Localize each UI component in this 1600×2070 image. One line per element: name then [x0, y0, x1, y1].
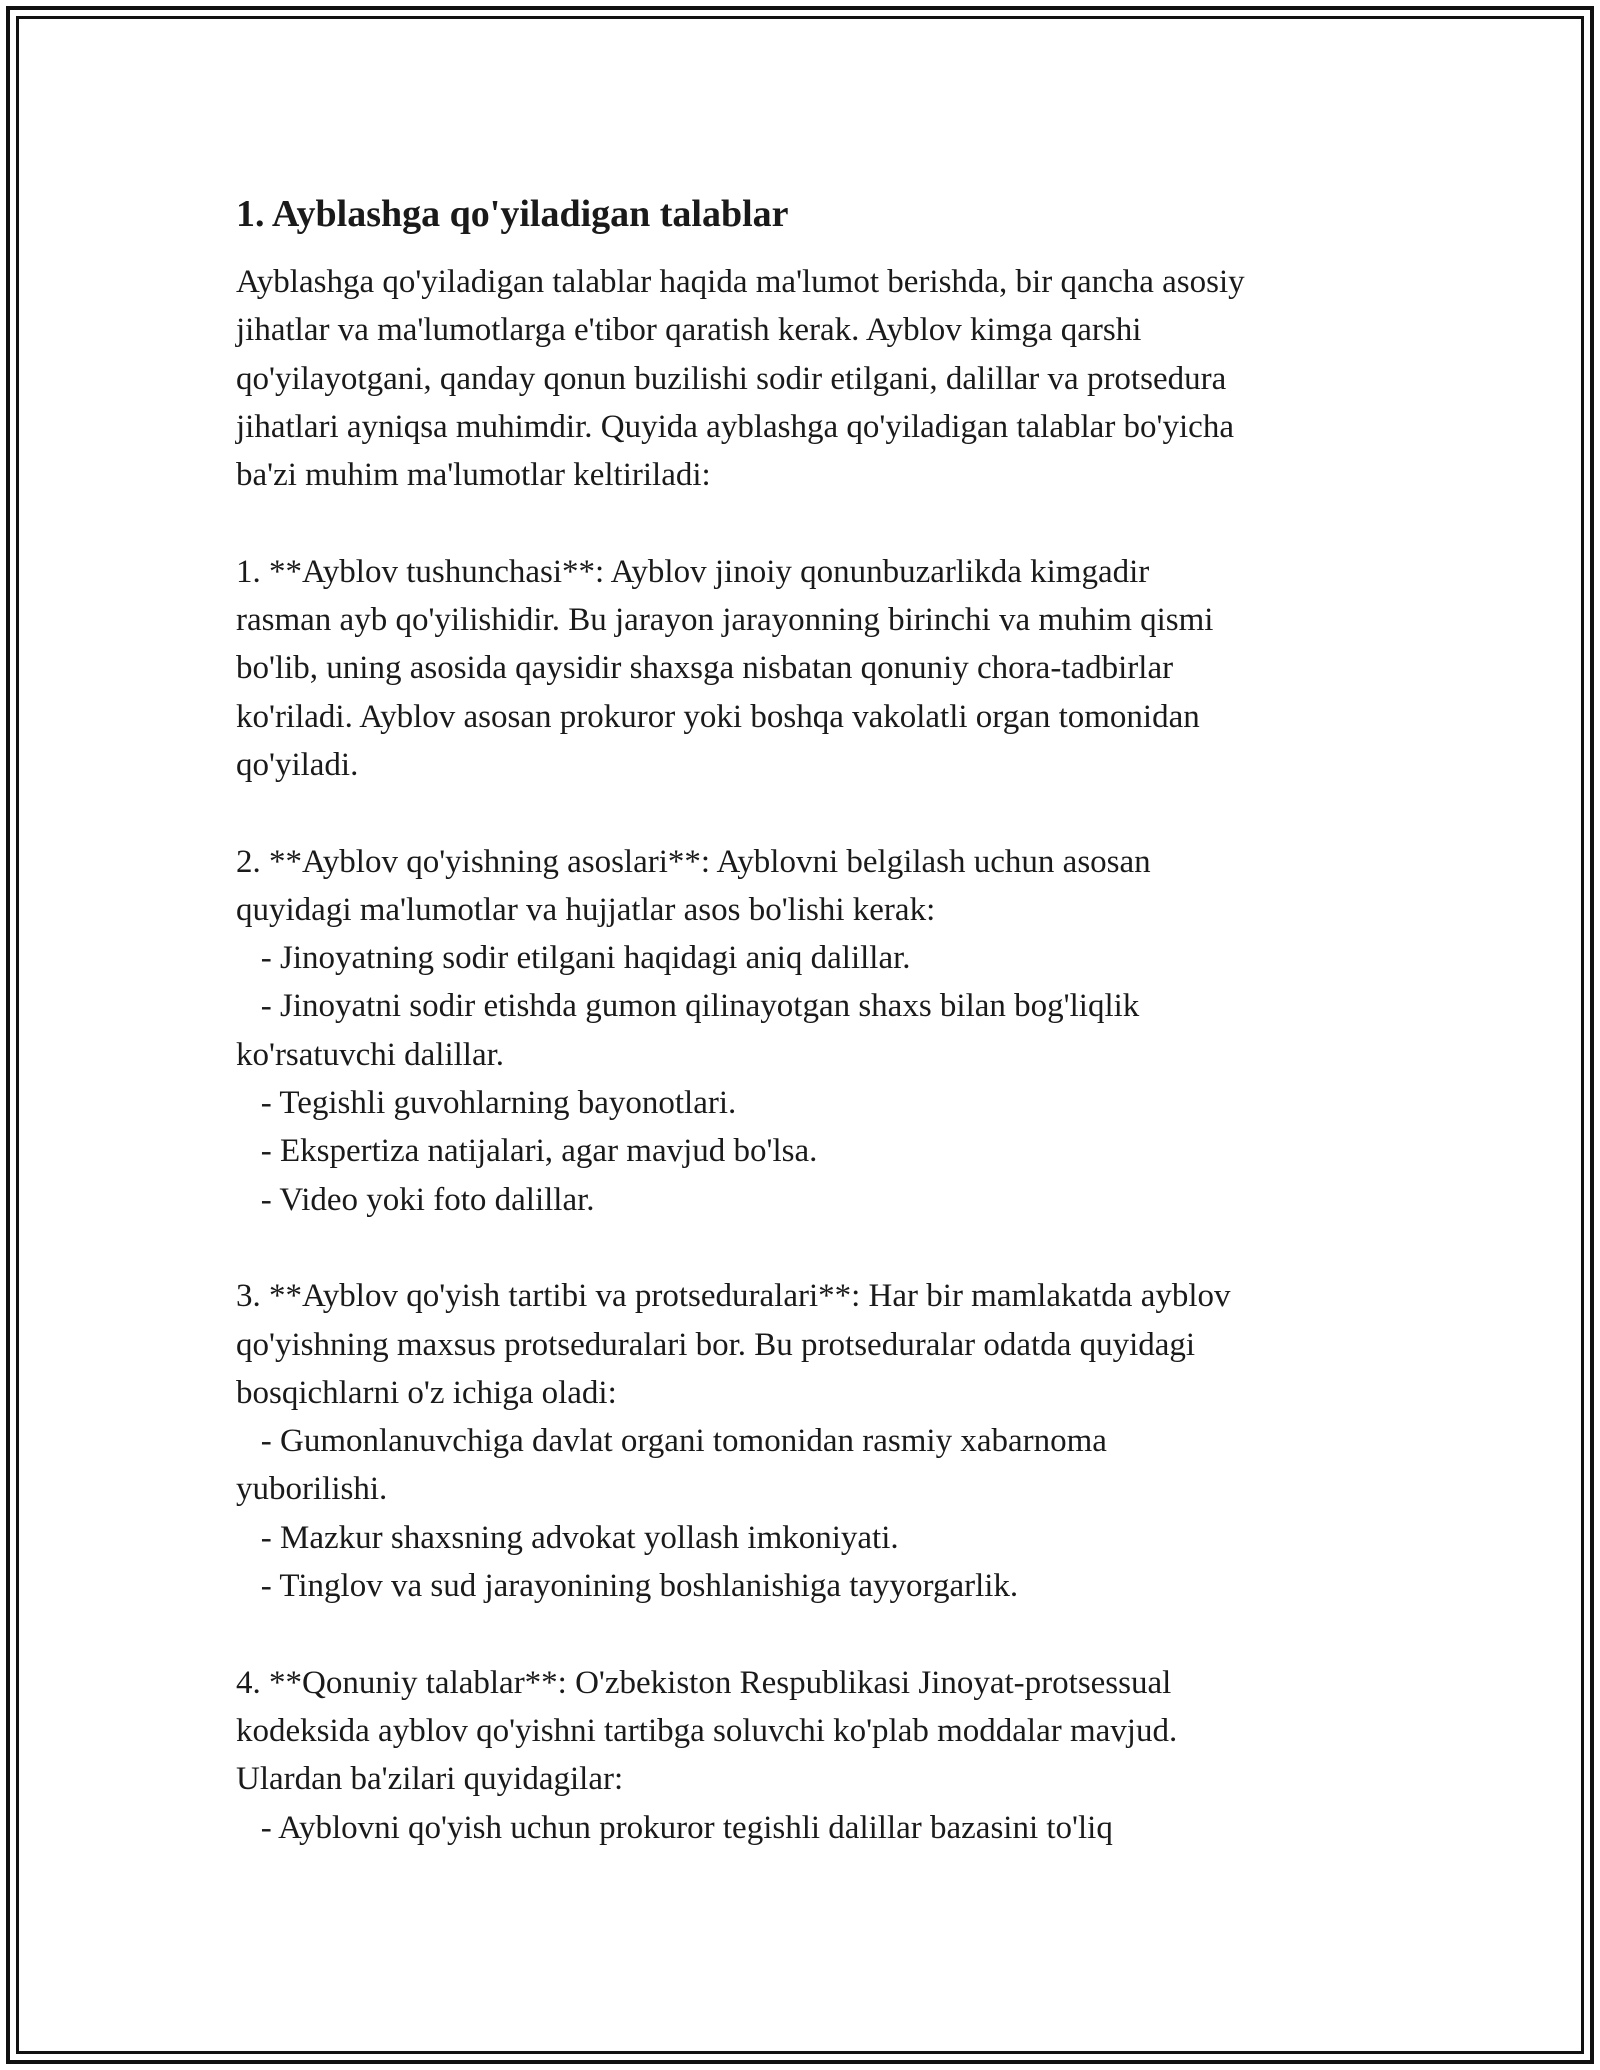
document-page: [236, 190, 1396, 1852]
section-heading: 1. Ayblashga qo'yiladigan talablar: [236, 193, 789, 235]
section-body-text: Ayblashga qo'yiladigan talablar haqida ma'lumot berishda, bir qancha asosiy jihatlar va ma'lumotlarga e'tibor qaratish kerak. Ayblov kimga qarshi qo'yilayotgani, qanday qonun buzilishi sodir etilgani, dalillar va protsedura jihatlari ayniqsa muhimdir. Quyida ayblashga qo'yiladigan talablar bo'yicha ba'zi muhim ma'lumotlar keltiriladi: 1. **Ayblov tushunchasi**: Ayblov jinoiy qonunbuzarlikda kimgadir rasman ayb qo'yilishidir. Bu jarayon jarayonning birinchi va muhim qismi bo'lib, uning asosida qaysidir shaxsga nisbatan qonuniy chora-tadbirlar ko'riladi. Ayblov asosan prokuror yoki boshqa vakolatli organ tomonidan qo'yiladi. 2. **Ayblov qo'yishning asoslari**: Ayblovni belgilash uchun asosan quyidagi ma'lumotlar va hujjatlar asos bo'lishi kerak: - Jinoyatning sodir etilgani haqidagi aniq dalillar. - Jinoyatni sodir etishda gumon qilinayotgan shaxs bilan bog'liqlik ko'rsatuvchi dalillar. - Tegishli guvohlarning bayonotlari. - Ekspertiza natijalari, agar mavjud bo'lsa. - Video yoki foto dalillar. 3. **Ayblov qo'yish tartibi va protseduralari**: Har bir mamlakatda ayblov qo'yishning maxsus protseduralari bor. Bu protseduralar odatda quyidagi bosqichlarni o'z ichiga oladi: - Gumonlanuvchiga davlat organi tomonidan rasmiy xabarnoma yuborilishi. - Mazkur shaxsning advokat yollash imkoniyati. - Tinglov va sud jarayonining boshlanishiga tayyorgarlik. 4. **Qonuniy talablar**: O'zbekiston Respublikasi Jinoyat-protsessual kodeksida ayblov qo'yishni tartibga soluvchi ko'plab moddalar mavjud. Ulardan ba'zilari quyidagilar: - Ayblovni qo'yish uchun prokuror tegishli dalillar bazasini to'liq: [236, 264, 1245, 1846]
